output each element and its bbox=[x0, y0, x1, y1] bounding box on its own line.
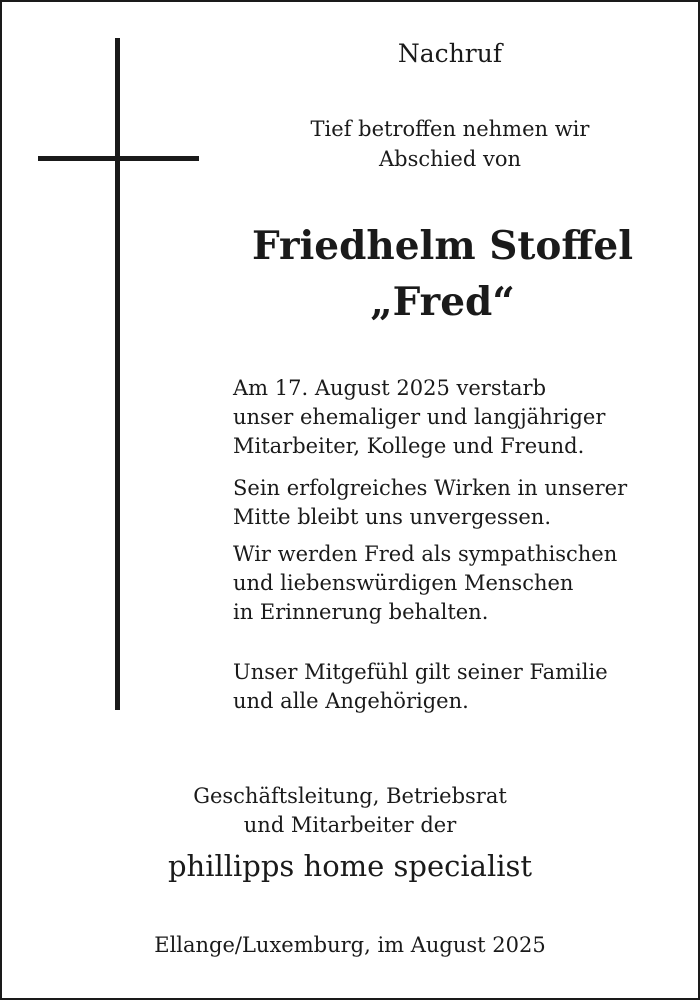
paragraph-line: Unser Mitgefühl gilt seiner Familie bbox=[233, 660, 608, 684]
paragraph bbox=[233, 474, 627, 532]
paragraph-line: unser ehemaliger und langjähriger bbox=[233, 405, 606, 429]
signers-line: Geschäftsleitung, Betriebsrat bbox=[193, 784, 507, 808]
signers bbox=[130, 782, 570, 840]
paragraph-line: in Erinnerung behalten. bbox=[233, 600, 489, 624]
intro-line: Tief betroffen nehmen wir bbox=[310, 117, 590, 141]
paragraph-line: Am 17. August 2025 verstarb bbox=[233, 376, 547, 400]
paragraph-line: und liebenswürdigen Menschen bbox=[233, 571, 574, 595]
deceased-nickname: „Fred“ bbox=[370, 279, 515, 325]
paragraph-line: Sein erfolgreiches Wirken in unserer bbox=[233, 476, 628, 500]
paragraph bbox=[233, 540, 617, 627]
paragraph-line: Mitarbeiter, Kollege und Freund. bbox=[233, 434, 585, 458]
signers-line: und Mitarbeiter der bbox=[243, 813, 457, 837]
cross-icon bbox=[115, 38, 120, 710]
cross-icon-crossbar bbox=[38, 156, 199, 161]
paragraph-line: Wir werden Fred als sympathischen bbox=[233, 542, 618, 566]
place-date: Ellange/Luxemburg, im August 2025 bbox=[154, 933, 546, 957]
paragraph bbox=[233, 374, 605, 461]
deceased-name: Friedhelm Stoffel bbox=[251, 223, 634, 269]
paragraph-line: und alle Angehörigen. bbox=[233, 689, 469, 713]
paragraph bbox=[233, 658, 608, 716]
intro-line: Abschied von bbox=[379, 147, 521, 171]
intro-text bbox=[220, 114, 680, 174]
paragraph-line: Mitte bleibt uns unvergessen. bbox=[233, 505, 551, 529]
obituary-heading: Nachruf bbox=[397, 39, 503, 68]
company-name: phillipps home specialist bbox=[167, 849, 533, 883]
